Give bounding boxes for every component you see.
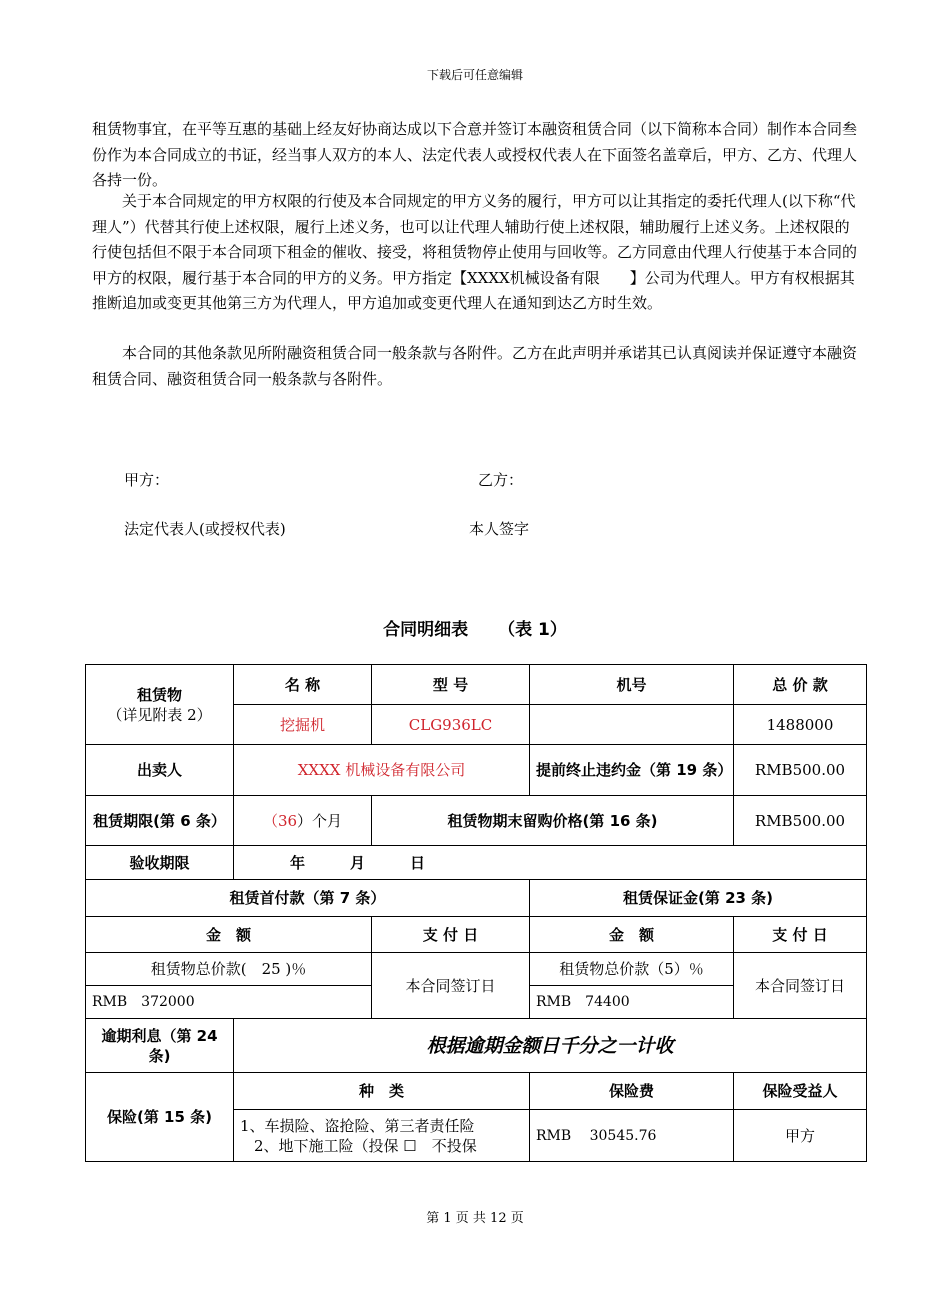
personal-sign-label: 本人签字 xyxy=(469,520,530,538)
residual-price-value: RMB500.00 xyxy=(734,796,867,846)
down-payment-date: 本合同签订日 xyxy=(372,953,530,1019)
col-model-header: 型 号 xyxy=(372,665,530,705)
insurance-type-header: 种 类 xyxy=(234,1073,530,1110)
paragraph-intro: 租赁物事宜，在平等互惠的基础上经友好协商达成以下合意并签订本融资租赁合同（以下简称本合同）制作本合同叁份作为本合同成立的书证，经当事人双方的本人、法定代表人或授权代表人在下面签名盖章后，甲方、乙方、代理人各持一份。 xyxy=(92,120,858,189)
insurance-type-line-1: 1、车损险、盗抢险、第三者责任险 xyxy=(240,1116,475,1135)
legal-rep-label: 法定代表人(或授权代表) xyxy=(124,520,286,538)
party-b-label: 乙方： xyxy=(478,471,524,489)
deposit-amount-header: 金 额 xyxy=(530,917,734,953)
party-a-label: 甲方： xyxy=(124,471,170,489)
deposit-percent: 租赁物总价款（5）％ xyxy=(530,953,734,986)
insurance-type-line-2: 2、地下施工险（投保 ☐ 不投保 xyxy=(254,1136,477,1155)
table-title-sub: （表 1） xyxy=(498,620,567,640)
acceptance-period-value: 年 月 日 xyxy=(234,846,867,880)
table-title xyxy=(0,615,950,640)
paragraph-agent: 关于本合同规定的甲方权限的行使及本合同规定的甲方义务的履行，甲方可以让其指定的委托代理人(以下称“代理人”）代替其行使上述权限，履行上述义务，也可以让代理人辅助行使上述权限，辅助履行上述义务。上述权限的行使包括但不限于本合同项下租金的催收、接受，将租赁物停止使用与回收等。乙方同意由代理人行使基于本合同的甲方的权限，履行基于本合同的甲方的义务。甲方指定【XXXX机械设备有限 】公司为代理人。甲方有权根据其推断追加或变更其他第三方为代理人，甲方追加或变更代理人在通知到达乙方时生效。 xyxy=(92,192,858,312)
page-header: 下载后可任意编辑 xyxy=(426,68,523,82)
lease-item-note: （详见附表 2） xyxy=(107,705,212,724)
insurance-label: 保险(第 15 条) xyxy=(86,1073,234,1162)
seller-label: 出卖人 xyxy=(86,745,234,796)
deposit-date-header: 支 付 日 xyxy=(734,917,867,953)
lease-item-label: 租赁物 xyxy=(136,685,182,704)
down-payment-label: 租赁首付款（第 7 条） xyxy=(86,880,530,917)
lease-period-value xyxy=(234,796,372,846)
col-serial-header: 机号 xyxy=(530,665,734,705)
overdue-interest-label: 逾期利息（第 24 条) xyxy=(86,1019,234,1073)
down-date-header: 支 付 日 xyxy=(372,917,530,953)
lease-item-cell xyxy=(86,665,234,745)
insurance-types xyxy=(234,1110,530,1162)
item-name: 挖掘机 xyxy=(234,705,372,745)
residual-price-label: 租赁物期末留购价格(第 16 条) xyxy=(372,796,734,846)
early-termination-value: RMB500.00 xyxy=(734,745,867,796)
acceptance-period-label: 验收期限 xyxy=(86,846,234,880)
early-termination-label: 提前终止违约金（第 19 条） xyxy=(530,745,734,796)
seller-value: XXXX 机械设备有限公司 xyxy=(234,745,530,796)
insurance-fee-value: RMB 30545.76 xyxy=(530,1110,734,1162)
lease-period-close: ）个月 xyxy=(297,811,343,830)
down-payment-percent: 租赁物总价款( 25 )％ xyxy=(86,953,372,986)
insurance-beneficiary-header: 保险受益人 xyxy=(734,1073,867,1110)
col-name-header: 名 称 xyxy=(234,665,372,705)
deposit-amount: RMB 74400 xyxy=(530,986,734,1019)
overdue-interest-value: 根据逾期金额日千分之一计收 xyxy=(234,1019,867,1073)
insurance-fee-header: 保险费 xyxy=(530,1073,734,1110)
insurance-beneficiary-value: 甲方 xyxy=(734,1110,867,1162)
table-title-main: 合同明细表 xyxy=(383,620,469,640)
lease-period-label: 租赁期限(第 6 条） xyxy=(86,796,234,846)
page-footer: 第 1 页 共 12 页 xyxy=(426,1211,524,1226)
item-total: 1488000 xyxy=(734,705,867,745)
lease-period-months: 36 xyxy=(277,811,298,830)
contract-detail-table xyxy=(85,664,867,1162)
lease-period-open: （ xyxy=(262,811,278,830)
deposit-label: 租赁保证金(第 23 条) xyxy=(530,880,867,917)
item-model: CLG936LC xyxy=(372,705,530,745)
col-total-header: 总 价 款 xyxy=(734,665,867,705)
down-payment-amount: RMB 372000 xyxy=(86,986,372,1019)
paragraph-other-terms: 本合同的其他条款见所附融资租赁合同一般条款与各附件。乙方在此声明并承诺其已认真阅读并保证遵守本融资租赁合同、融资租赁合同一般条款与各附件。 xyxy=(92,344,858,388)
deposit-date: 本合同签订日 xyxy=(734,953,867,1019)
item-serial xyxy=(530,705,734,745)
down-amount-header: 金 额 xyxy=(86,917,372,953)
